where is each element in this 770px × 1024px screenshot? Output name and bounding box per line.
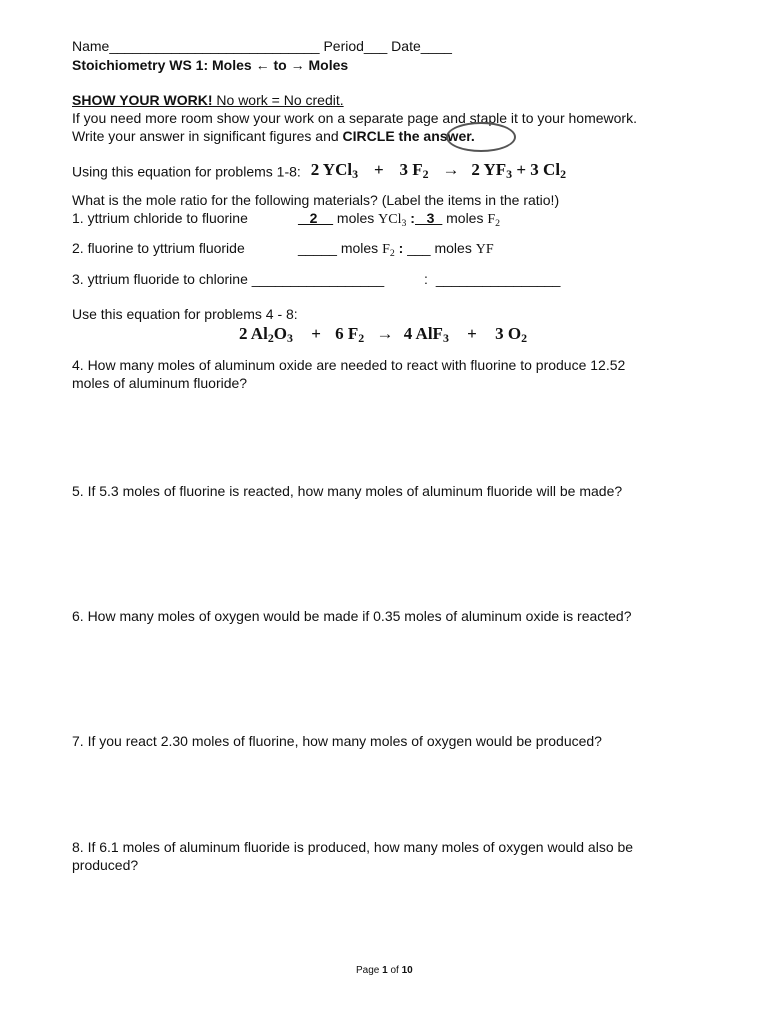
ratio-item-1-chem-1: YCl$_3$ [378, 212, 407, 229]
hand-drawn-circle [446, 122, 516, 152]
ratio-item-3-blank-2: ________________ [435, 271, 561, 287]
sig-fig-instruction [72, 128, 475, 144]
question-4-line-2: moles of aluminum fluoride? [72, 375, 248, 391]
equation-2-product-2: 3 $O_2$ [495, 324, 528, 345]
question-7: 7. If you react 2.30 moles of fluorine, how many moles of oxygen would be produced? [72, 733, 602, 749]
equation-1-reactant-1: 2 YCl$_3$ [310, 160, 359, 181]
equation-1-products: 2 $YF_3 + 3$ $Cl_2$ [471, 160, 567, 181]
sig-fig-text: Write your answer in significant figures and [72, 128, 343, 144]
ratio-item-1-blank-1: _ 2__ [298, 210, 334, 226]
show-work-label: SHOW YOUR WORK! [72, 92, 213, 108]
question-4-line-1: 4. How many moles of aluminum oxide are needed to react with fluorine to produce 12.52 [72, 357, 626, 373]
name-period-date-line: Name___________________________ Period___ Date____ [72, 38, 452, 54]
page-number: Page 1 of 10 [356, 965, 413, 976]
no-credit-label: No work = No credit. [212, 92, 344, 108]
question-8-line-2: produced? [72, 857, 139, 873]
title-part-2: to [269, 57, 291, 73]
left-arrow-icon: ← [255, 57, 270, 73]
circle-answer-text: CIRCLE the answer. [342, 128, 475, 144]
mole-ratio-question: What is the mole ratio for the following materials? (Label the items in the ratio!) [72, 192, 560, 208]
extra-room-instruction: If you need more room show your work on a separate page and staple it to your homework. [72, 110, 637, 126]
ratio-item-2-chem-1: $F_2$ [382, 242, 395, 259]
equation-2-reactant-2: 6 $F_2$ [335, 324, 365, 345]
question-6: 6. How many moles of oxygen would be made if 0.35 moles of aluminum oxide is reacted? [72, 608, 632, 624]
title-part-3: Moles [304, 57, 349, 73]
show-work-line [72, 92, 344, 108]
ratio-item-2-label: 2. fluorine to yttrium fluoride [72, 240, 245, 256]
equation-2-plus-2: + [467, 324, 477, 343]
ratio-item-3-label: 3. yttrium fluoride to chlorine _________________ [72, 271, 385, 287]
equation-1-arrow-icon: → [442, 160, 460, 179]
ratio-item-1-answer: _ 2__ moles YCl$_3$ : _3_ moles $F_2$ [298, 210, 501, 229]
question-5: 5. If 5.3 moles of fluorine is reacted, how many moles of aluminum fluoride will be made? [72, 483, 623, 499]
ratio-item-2-chem-2: YF [475, 242, 494, 257]
equation-2-reactant-1: 2 $Al_2O_3$ [239, 324, 293, 345]
ratio-item-2-answer: _____ moles $F_2$ : ___ moles YF [298, 240, 494, 259]
equation-2 [239, 324, 527, 344]
question-8-line-1: 8. If 6.1 moles of aluminum fluoride is produced, how many moles of oxygen would also be [72, 839, 634, 855]
equation-2-arrow-icon: → [376, 324, 394, 343]
ratio-item-3-answer: : ________________ [424, 271, 561, 287]
ratio-item-1-chem-2: $F_2$ [487, 212, 501, 229]
equation-2-plus-1: + [311, 324, 321, 343]
ratio-item-2-blank-2: ___ [403, 240, 431, 256]
equation-1-intro: Using this equation for problems 1-8: [72, 163, 301, 180]
right-arrow-icon: → [290, 57, 305, 73]
equation-1-line [72, 160, 566, 180]
worksheet-title [72, 57, 348, 73]
ratio-item-2-blank-1: _____ [298, 240, 337, 256]
equation-2-product-1: 4 AlF$_3$ [403, 324, 449, 345]
ratio-item-1-label: 1. yttrium chloride to fluorine [72, 210, 248, 226]
title-part-1: Stoichiometry WS 1: Moles [72, 57, 256, 73]
ratio-item-1-blank-2: _3_ [414, 210, 443, 226]
equation-1-plus: + [373, 160, 384, 179]
equation-1-reactant-2: 3 $F_2$ [399, 160, 429, 181]
equation-2-intro: Use this equation for problems 4 - 8: [72, 306, 298, 322]
